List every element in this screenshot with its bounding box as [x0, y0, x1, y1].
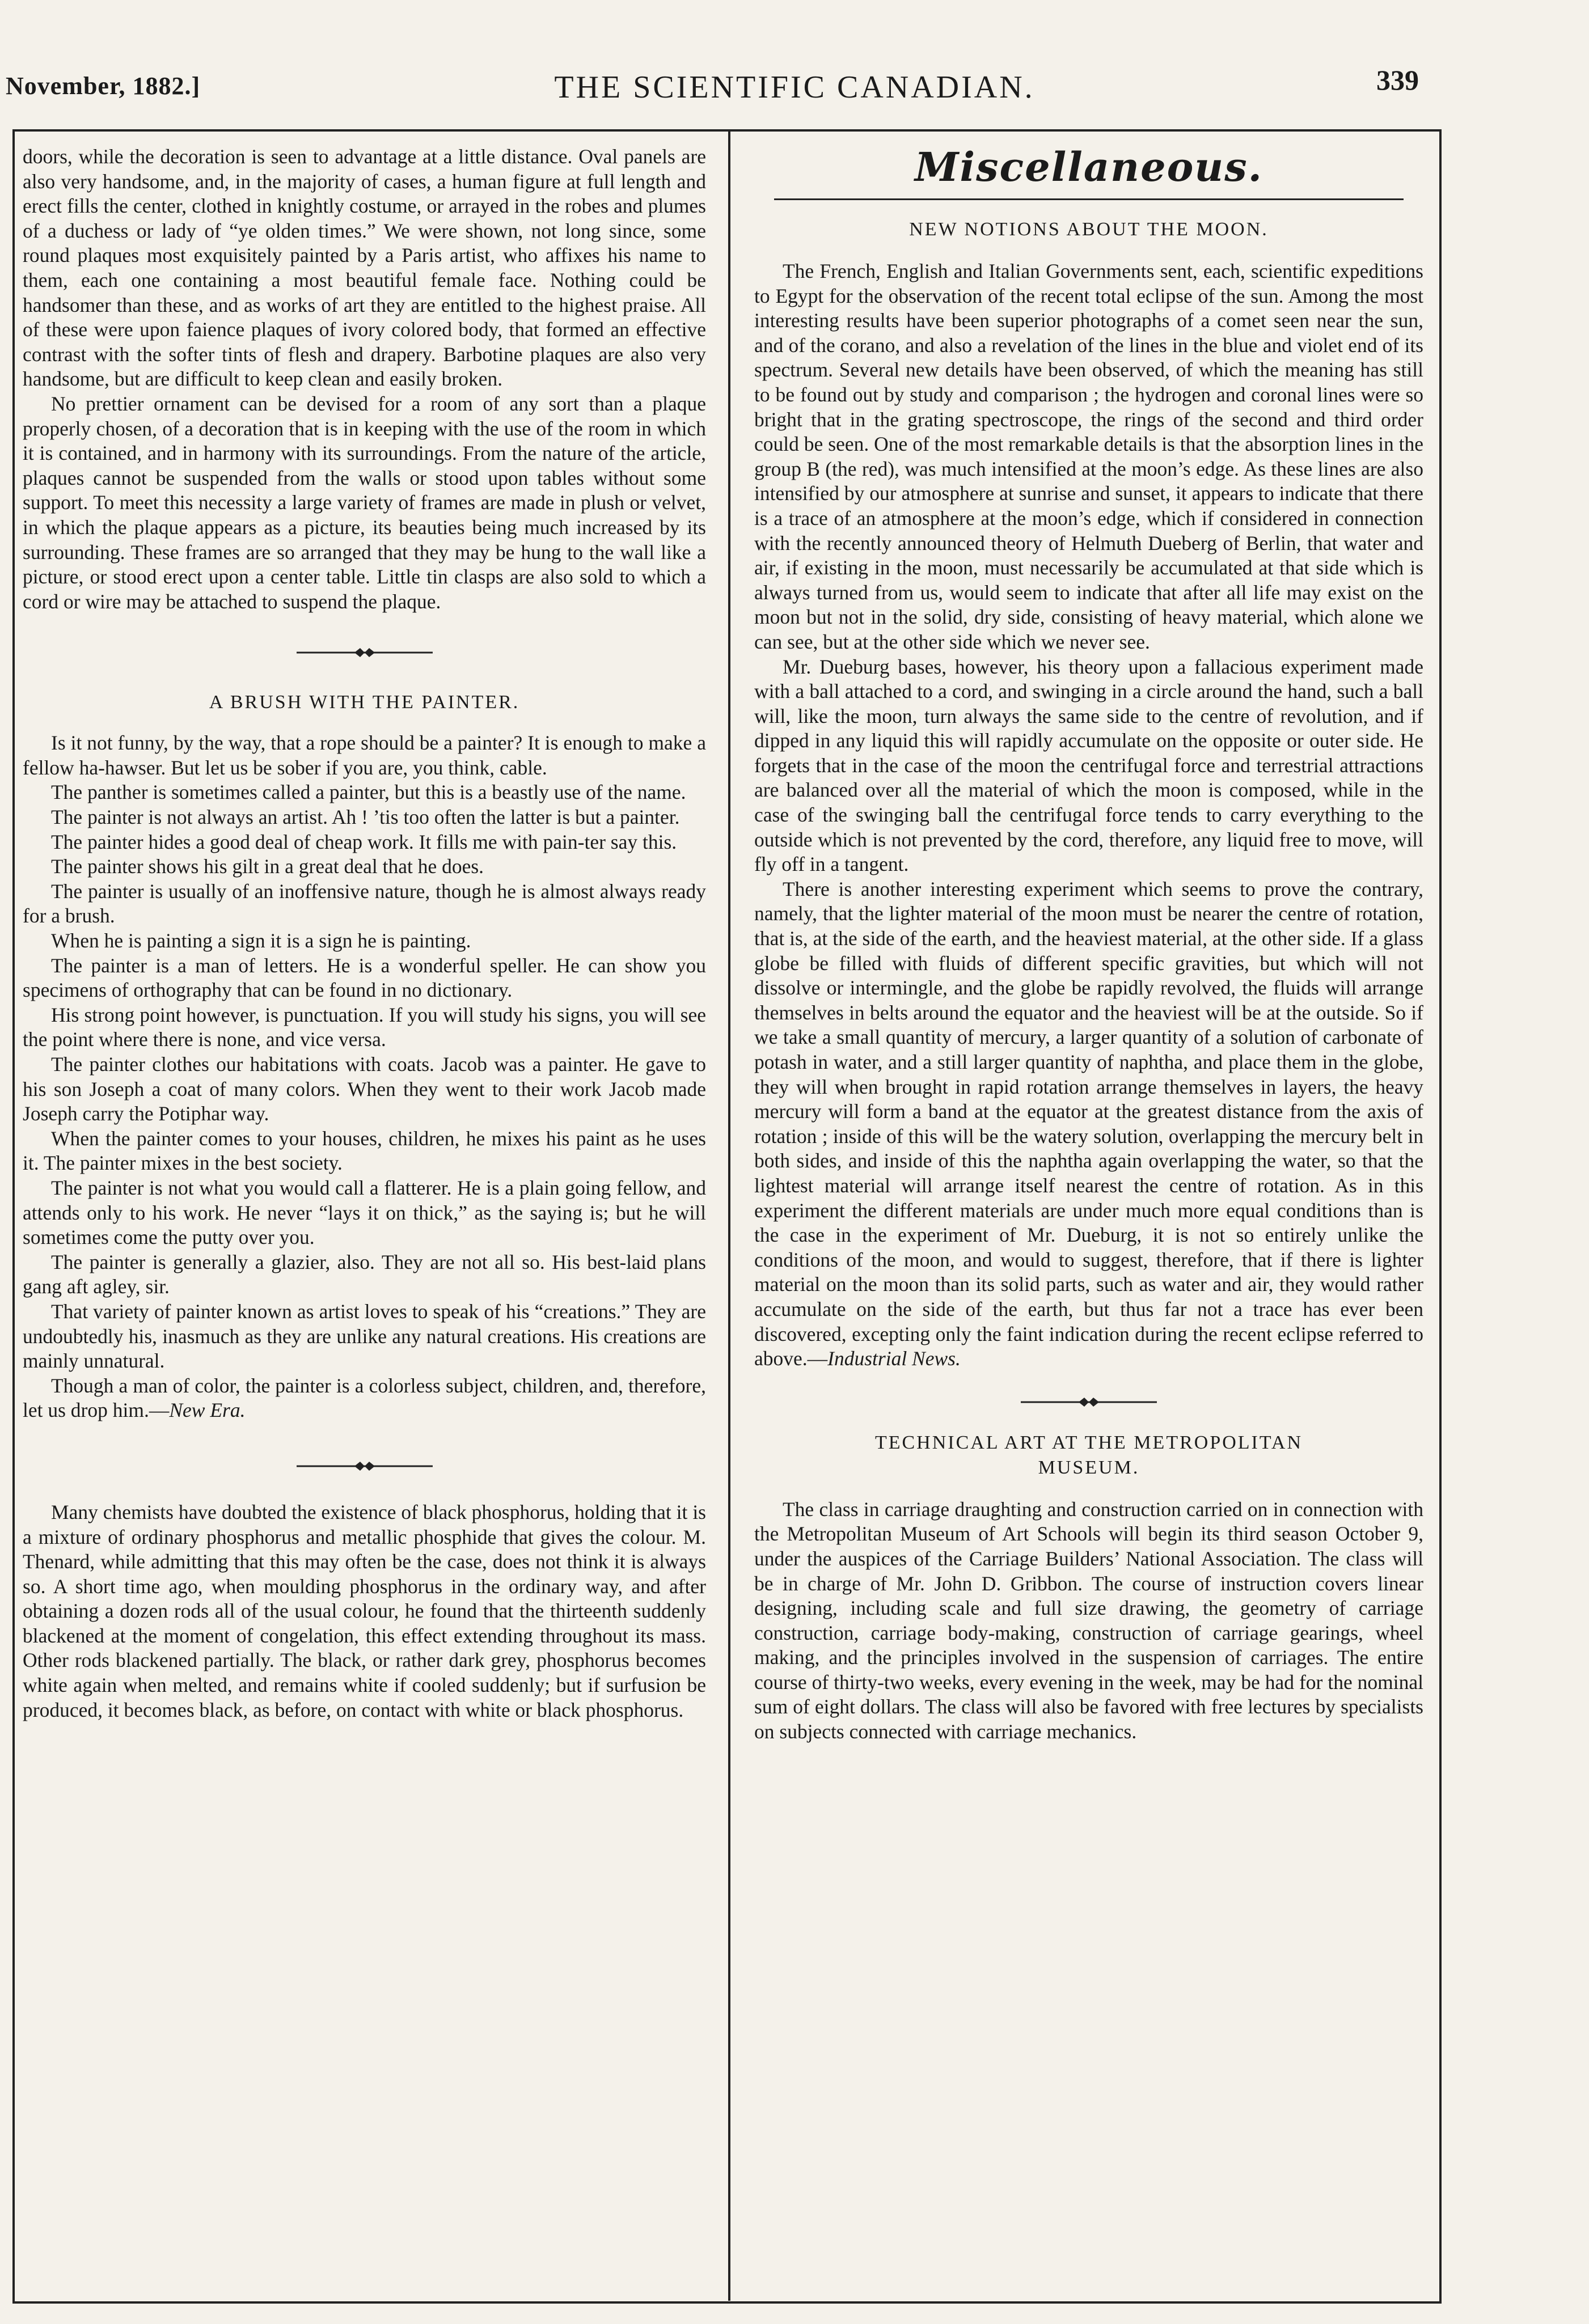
brush-paragraph: The painter is not always an artist. Ah ! ’tis too often the latter is but a painter. [51, 806, 680, 829]
brush-paragraph: The painter is a man of letters. He is a wonderful speller. He can show you specimens of orthography that can be found in no dictionary. [23, 954, 706, 1002]
moon-paragraph: Mr. Dueburg bases, however, his theory upon a fallacious experiment made with a ball attached to a cord, and swinging in a circle around the hand, such a ball will, like the moon, turn always the same side to the centre of revolution, and if dipped in any liquid this will rapidly accumulate on the opposite or outer side. He forgets that in the case of the moon the centrifugal force and terrestrial attractions are balanced over all the material of which the moon is composed, while in the case of the swinging ball the centrifugal force tends to carry everything to the outside which is not prevented by the cord, therefore, any liquid free to move, will fly off in a tangent. [754, 655, 1423, 876]
left-column [23, 145, 706, 1722]
brush-paragraph: The painter is usually of an inoffensive nature, though he is almost always ready for a brush. [23, 879, 706, 928]
brush-paragraph: The painter hides a good deal of cheap work. It fills me with pain-ter say this. [51, 830, 677, 853]
brush-paragraph: The painter is generally a glazier, also. They are not all so. His best-laid plans gang aft agley, sir. [23, 1250, 706, 1298]
brush-paragraph: The painter is not what you would call a flatterer. He is a plain going fellow, and attends only to his work. He never “lays it on thick,” as the saying is; but he will sometimes come the putty over you. [23, 1176, 706, 1249]
moon-last-text: There is another interesting experiment which seems to prove the contrary, namely, that the lighter material of the moon must be nearer the centre of rotation, that is, at the side of the earth, and the heaviest material, at the other side. If a glass globe be filled with fluids of different specific gravities, but which will not dissolve or intermingle, and the globe be rapidly revolved, the fluids will arrange themselves in belts around the equator and the heaviest will be at the outside. So if we take a small quantity of mercury, a larger quantity of a solution of carbonate of potash in water, and a still larger quantity of naphtha, and place them in the globe, they will when brought in rapid rotation arrange themselves in layers, the heavy mercury will form a band at the equator at the greatest distance from the axis of rotation ; inside of this will be the watery solution, overlapping the mercury belt in both sides, and inside of this the naphtha again overlapping the water, so that the lightest material will arrange itself nearest the centre of rotation. As in this experiment the different materials are under much more equal conditions than is the case in the experiment of Mr. Dueburg, it is not so entirely unlike the conditions of the moon, and would to suggest, therefore, that if there is lighter material on the moon than its solid parts, such as water and air, they would rather accumulate on the side of the earth, but thus far not a trace has ever been discovered, excepting only the faint indication during the recent eclipse referred to above.— [754, 877, 1423, 1370]
moon-heading: NEW NOTIONS ABOUT THE MOON. [909, 219, 1269, 240]
brush-paragraph: Is it not funny, by the way, that a rope should be a painter? It is enough to make a fellow ha-hawser. But let us be sober if you are, you think, cable. [23, 731, 706, 779]
issue-date: November, 1882.] [6, 72, 201, 100]
section-title-rule [774, 198, 1404, 200]
moon-paragraph: The French, English and Italian Governments sent, each, scientific expeditions to Egypt for the observation of the recent total eclipse of the sun. Among the most interesting results have been superior photographs of a comet seen near the sun, and of the corano, and also a revelation of the lines in the blue and violet end of its spectrum. Several new details have been observed, of which the meaning has still to be found out by study and comparison ; the hydrogen and coronal lines were so bright that in the grating spectroscope, the rings of the second and third order could be seen. One of the most remarkable details is that the absorption lines in the group B (the red), was much intensified at the moon’s edge. As these lines are also intensified by our atmosphere at sunrise and sunset, it appears to indicate that there is a trace of an atmosphere at the moon’s edge, which if considered in connection with the recently announced theory of Helmuth Dueberg of Berlin, that water and air, if existing in the moon, must necessarily be accumulated at that side which is always turned from us, would seem to indicate that after all life may exist on the moon but not in the solid, dry side, consisting of heavy material, which alone we can see, but at the other side which we never see. [754, 260, 1423, 653]
moon-paragraph-last [754, 877, 1423, 1371]
brush-paragraph: The panther is sometimes called a painter, but this is a beastly use of the name. [51, 781, 686, 804]
brush-article [23, 731, 706, 1423]
technical-heading-line1: TECHNICAL ART AT THE METROPOLITAN [874, 1432, 1303, 1453]
page-number: 339 [1376, 64, 1419, 96]
brush-paragraph: When he is painting a sign it is a sign he is painting. [51, 929, 471, 953]
section-ornament [1015, 1391, 1163, 1413]
brush-heading: A BRUSH WITH THE PAINTER. [209, 692, 520, 713]
brush-source: New Era. [169, 1399, 246, 1422]
column-divider [728, 132, 730, 2301]
technical-heading-line2: MUSEUM. [1038, 1457, 1140, 1478]
running-head [0, 64, 1589, 118]
brush-paragraph-last [23, 1374, 706, 1423]
right-column [754, 139, 1423, 1745]
plaques-paragraph-1: doors, while the decoration is seen to advantage at a little distance. Oval panels are also very handsome, and, in the majority of cases, a human figure at full length and erect fills the center, clothed in knightly costume, or arrayed in the robes and plumes of a duchess or lady of “ye olden times.” We were shown, not long since, some round plaques most exquisitely painted by a Paris artist, who affixes his name to them, each one containing a most beautiful female face. Nothing could be handsomer than these, and as works of art they are entitled to the highest praise. All of these were upon faience plaques of ivory colored body, that formed an effective contrast with the softer tints of flesh and drapery. Barbotine plaques are also very handsome, but are difficult to keep clean and easily broken. [23, 145, 706, 391]
brush-paragraph: When the painter comes to your houses, children, he mixes his paint as he uses it. The painter mixes in the best society. [23, 1127, 706, 1175]
brush-paragraph: His strong point however, is punctuation. If you will study his signs, you will see the point where there is none, and vice versa. [23, 1003, 706, 1051]
moon-source: Industrial News. [827, 1347, 961, 1370]
plaques-paragraph-2: No prettier ornament can be devised for a room of any sort than a plaque properly chosen, of a decoration that is in keeping with the use of the room in which it is contained, and in harmony with its surroundings. From the nature of the article, plaques cannot be suspended from the walls or stood upon tables without some support. To meet this necessity a large variety of frames are made in plush or velvet, in which the plaque appears as a picture, its beauties being much increased by its surrounding. These frames are so arranged that they may be hung to the wall like a picture, or stood erect upon a center table. Little tin clasps are also sold to which a cord or wire may be attached to suspend the plaque. [23, 392, 706, 613]
technical-paragraph: The class in carriage draughting and construction carried on in connection with the Metropolitan Museum of Art Schools will begin its third season October 9, under the auspices of the Carriage Builders’ National Association. The class will be in charge of Mr. John D. Gribbon. The course of instruction covers linear designing, including scale and full size drawing, the geometry of carriage construction, carriage body-making, construction of carriage gearings, wheel making, and the principles involved in the suspension of carriages. The entire course of thirty-two weeks, every evening in the week, may be had for the nominal sum of eight dollars. The class will also be favored with free lectures by specialists on subjects connected with carriage mechanics. [754, 1497, 1423, 1743]
journal-title: THE SCIENTIFIC CANADIAN. [554, 70, 1035, 105]
section-ornament [291, 1455, 438, 1478]
brush-paragraph: That variety of painter known as artist loves to speak of his “creations.” They are undoubtedly his, inasmuch as they are unlike any natural creations. His creations are mainly unnatural. [23, 1299, 706, 1373]
section-title: Miscellaneous. [915, 143, 1263, 191]
brush-paragraph: The painter clothes our habitations with coats. Jacob was a painter. He gave to his son Joseph a coat of many colors. When they went to their work Jacob made Joseph carry the Potiphar way. [23, 1053, 706, 1125]
section-ornament [291, 641, 438, 664]
brush-last-text: Though a man of color, the painter is a colorless subject, children, and, therefore, let us drop him.— [23, 1374, 706, 1422]
brush-paragraph: The painter shows his gilt in a great deal that he does. [51, 855, 484, 878]
phosphorus-paragraph: Many chemists have doubted the existence of black phosphorus, holding that it is a mixture of ordinary phosphorus and metallic phosphide that gives the colour. M. Thenard, while admitting that this may often be the case, does not think it is always so. A short time ago, when moulding phosphorus in the ordinary way, and after obtaining a dozen rods all of the usual colour, he found that the thirteenth suddenly blackened at the moment of congelation, this effect extending throughout its mass. Other rods blackened partially. The black, or rather dark grey, phosphorus becomes white again when melted, and remains white if cooled suddenly; but if surfusion be produced, it becomes black, as before, on contact with white or black phosphorus. [23, 1500, 706, 1721]
